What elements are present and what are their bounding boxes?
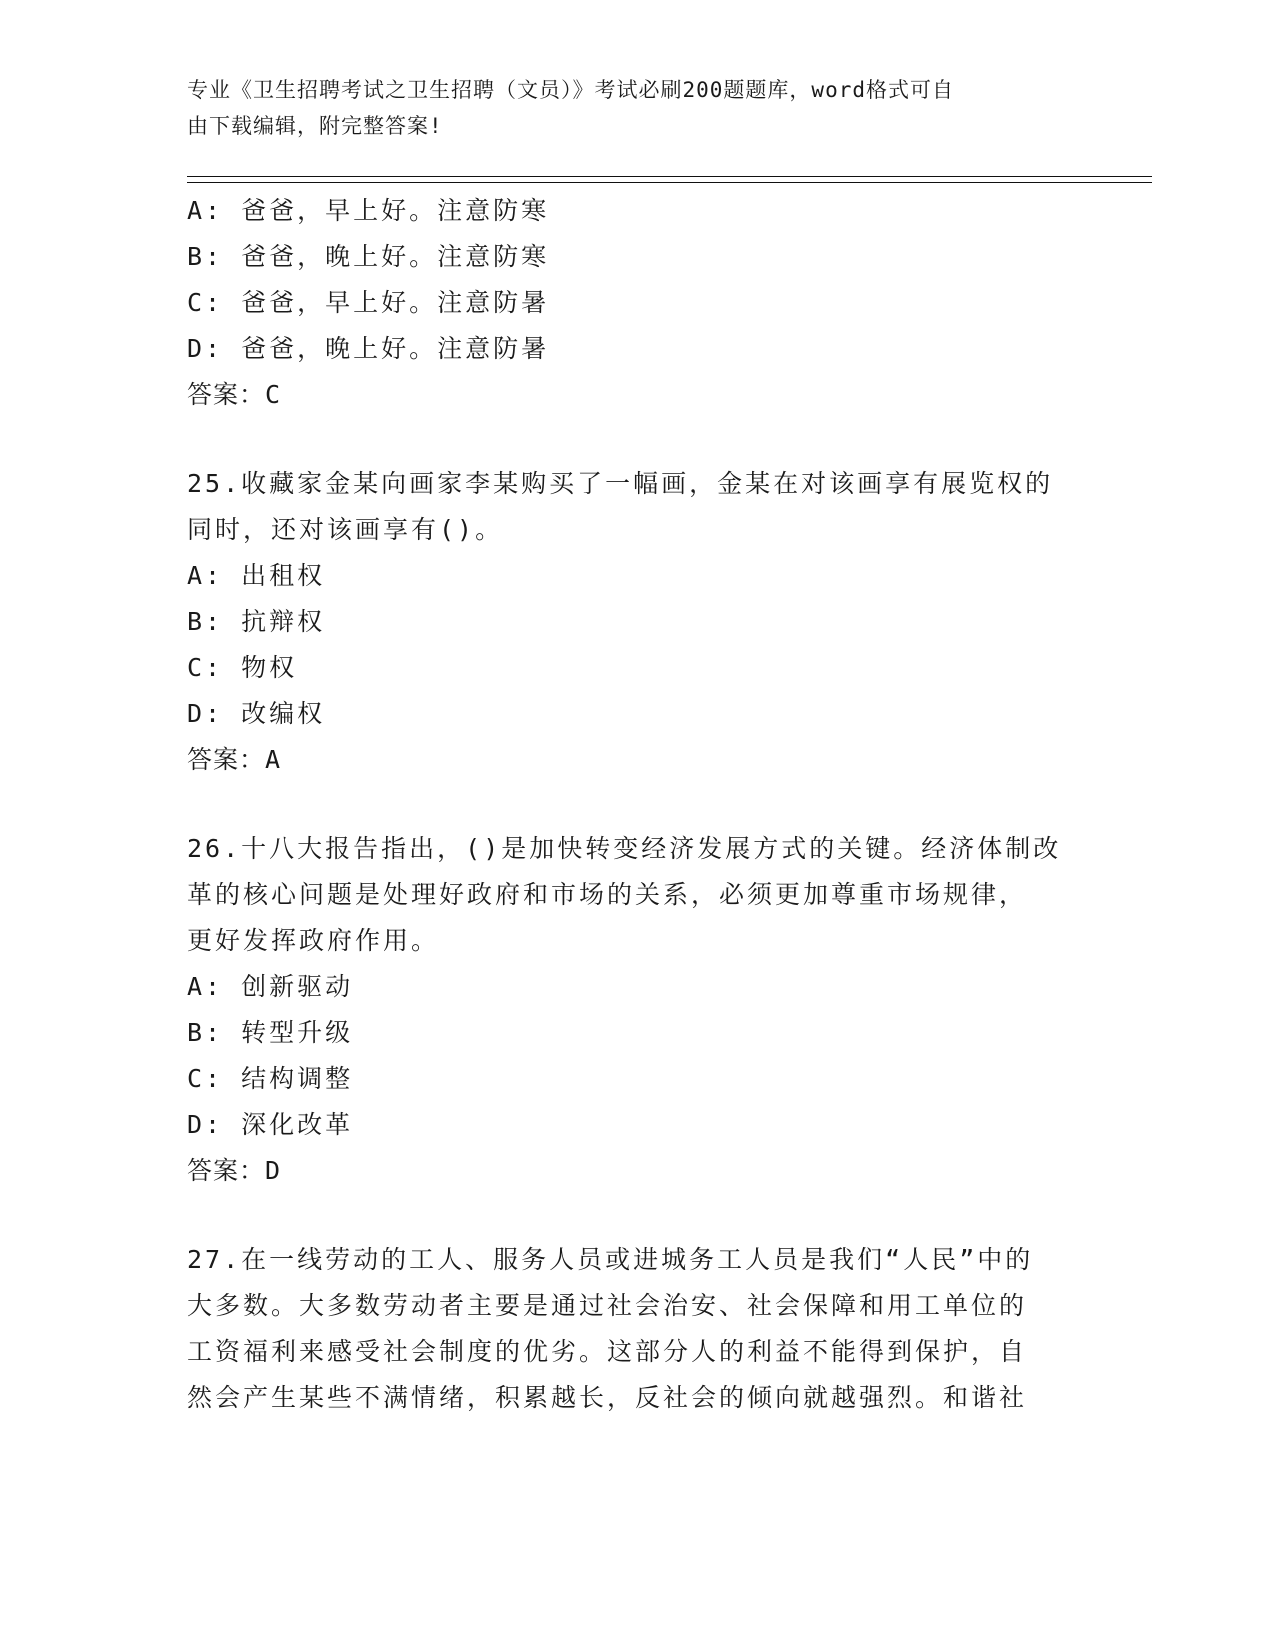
option-b: B: 转型升级	[187, 1018, 354, 1047]
option-a: A: 爸爸，早上好。注意防寒	[187, 196, 550, 225]
header-divider-bottom	[187, 182, 1152, 183]
question-text-line: 27.在一线劳动的工人、服务人员或进城务工人员是我们“人民”中的	[187, 1245, 1034, 1274]
option-b: B: 抗辩权	[187, 607, 326, 636]
header-line-2: 由下载编辑，附完整答案!	[187, 114, 443, 138]
answer-line	[187, 737, 1087, 783]
answer-label: 答案：	[187, 1156, 266, 1185]
header-line-1: 专业《卫生招聘考试之卫生招聘（文员）》考试必刷200题题库，word格式可自	[187, 78, 954, 102]
question-text-line: 大多数。大多数劳动者主要是通过社会治安、社会保障和用工单位的	[187, 1291, 1028, 1320]
option-a: A: 创新驱动	[187, 972, 354, 1001]
question-text-line: 更好发挥政府作用。	[187, 926, 440, 955]
question-27	[187, 1237, 1087, 1421]
question-text-line: 革的核心问题是处理好政府和市场的关系，必须更加尊重市场规律，	[187, 880, 1028, 909]
question-text-line: 26.十八大报告指出，()是加快转变经济发展方式的关键。经济体制改	[187, 834, 1062, 863]
header-divider-top	[187, 176, 1152, 177]
option-d: D: 深化改革	[187, 1110, 354, 1139]
question-26	[187, 826, 1087, 1194]
answer-line	[187, 372, 1087, 418]
question-text-line: 工资福利来感受社会制度的优劣。这部分人的利益不能得到保护，自	[187, 1337, 1028, 1366]
answer-value: C	[265, 380, 282, 409]
question-text-line: 25.收藏家金某向画家李某购买了一幅画，金某在对该画享有展览权的	[187, 469, 1054, 498]
answer-label: 答案：	[187, 745, 266, 774]
question-25	[187, 461, 1087, 783]
option-d: D: 爸爸，晚上好。注意防暑	[187, 334, 550, 363]
answer-value: A	[265, 745, 282, 774]
option-c: C: 结构调整	[187, 1064, 354, 1093]
answer-value: D	[265, 1156, 282, 1185]
option-c: C: 物权	[187, 653, 298, 682]
document-header	[187, 72, 1067, 144]
answer-label: 答案：	[187, 380, 266, 409]
option-d: D: 改编权	[187, 699, 326, 728]
question-content	[187, 188, 1087, 1421]
question-text-line: 同时，还对该画享有()。	[187, 515, 504, 544]
option-a: A: 出租权	[187, 561, 326, 590]
question-text-line: 然会产生某些不满情绪，积累越长，反社会的倾向就越强烈。和谐社	[187, 1383, 1028, 1412]
option-c: C: 爸爸，早上好。注意防暑	[187, 288, 550, 317]
answer-line	[187, 1148, 1087, 1194]
option-b: B: 爸爸，晚上好。注意防寒	[187, 242, 550, 271]
question-24	[187, 188, 1087, 418]
